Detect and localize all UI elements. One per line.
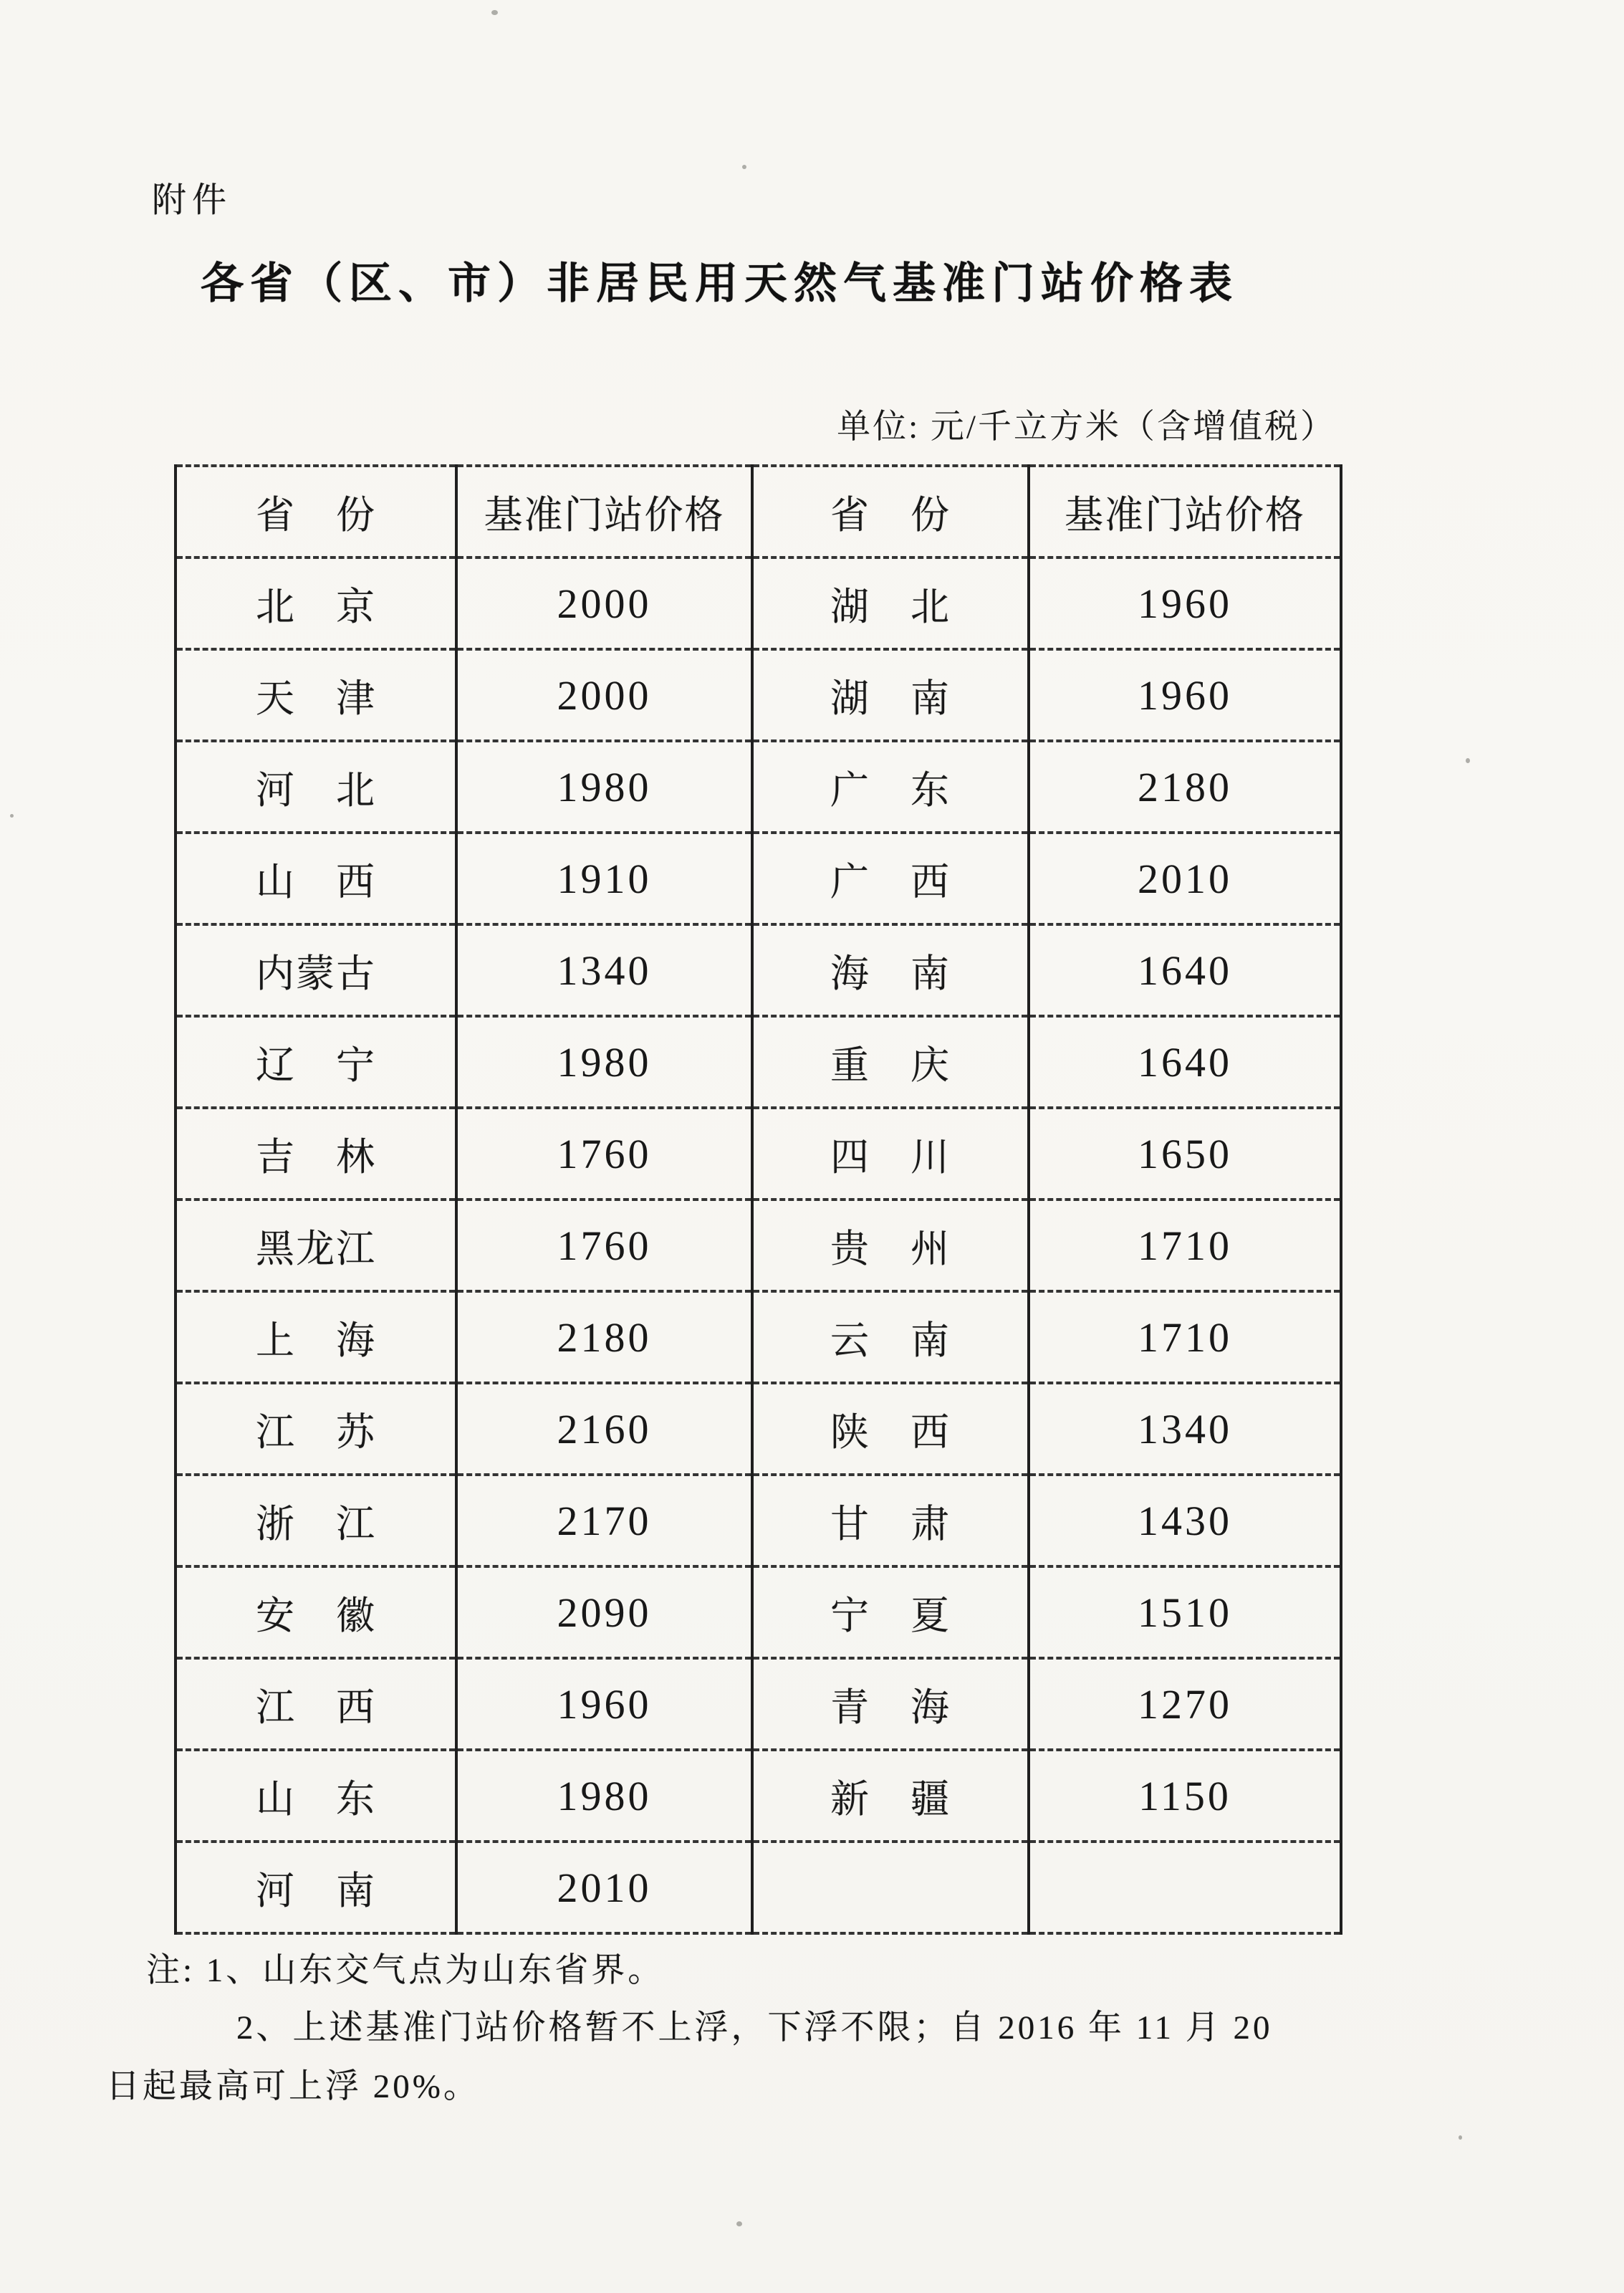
price-cell: 2180 <box>456 1291 752 1383</box>
price-cell: 1640 <box>1029 1016 1341 1108</box>
province-header-cell: 省 份 <box>176 466 456 557</box>
scan-speck <box>491 10 498 15</box>
attachment-label: 附件 <box>152 181 233 219</box>
price-header-cell: 基准门站价格 <box>456 466 752 557</box>
province-cell: 安 徽 <box>176 1566 456 1658</box>
province-cell: 天 津 <box>176 649 456 741</box>
table-row <box>176 1658 1341 1750</box>
table-row <box>176 833 1341 924</box>
province-cell: 浙 江 <box>176 1475 456 1566</box>
province-cell: 陕 西 <box>752 1383 1029 1475</box>
price-cell: 1910 <box>456 833 752 924</box>
table-row <box>176 1566 1341 1658</box>
scan-speck <box>736 2221 742 2226</box>
scan-speck <box>742 165 746 169</box>
province-cell: 湖 南 <box>752 649 1029 741</box>
price-cell: 1340 <box>1029 1383 1341 1475</box>
price-cell: 1710 <box>1029 1200 1341 1291</box>
footnote-line-1: 注: 1、山东交气点为山东省界。 <box>146 1952 665 1989</box>
province-cell: 辽 宁 <box>176 1016 456 1108</box>
province-cell: 广 东 <box>752 741 1029 833</box>
table-row <box>176 1016 1341 1108</box>
province-cell: 广 西 <box>752 833 1029 924</box>
province-cell: 甘 肃 <box>752 1475 1029 1566</box>
gas-price-table <box>174 464 1342 1935</box>
province-cell: 河 南 <box>176 1842 456 1933</box>
table-row <box>176 1383 1341 1475</box>
table-row <box>176 1108 1341 1200</box>
scan-speck <box>1459 2135 1462 2140</box>
scan-speck <box>1466 758 1470 763</box>
table-row <box>176 557 1341 649</box>
table-row <box>176 1200 1341 1291</box>
price-header-cell: 基准门站价格 <box>1029 466 1341 557</box>
province-cell: 内蒙古 <box>176 924 456 1016</box>
province-cell: 宁 夏 <box>752 1566 1029 1658</box>
province-cell: 上 海 <box>176 1291 456 1383</box>
price-cell: 2000 <box>456 557 752 649</box>
price-cell: 1960 <box>456 1658 752 1750</box>
price-cell: 1510 <box>1029 1566 1341 1658</box>
province-cell: 湖 北 <box>752 557 1029 649</box>
table-row <box>176 741 1341 833</box>
province-cell: 江 西 <box>176 1658 456 1750</box>
price-cell: 2090 <box>456 1566 752 1658</box>
price-cell: 1650 <box>1029 1108 1341 1200</box>
table-row <box>176 924 1341 1016</box>
province-cell: 新 疆 <box>752 1750 1029 1842</box>
price-cell: 1430 <box>1029 1475 1341 1566</box>
price-cell: 1980 <box>456 1750 752 1842</box>
price-cell: 1960 <box>1029 557 1341 649</box>
table-header-row <box>176 466 1341 557</box>
price-cell: 1980 <box>456 741 752 833</box>
scan-speck <box>10 814 14 818</box>
footnote-line-2: 2、上述基准门站价格暂不上浮，下浮不限；自 2016 年 11 月 20 <box>236 2009 1273 2047</box>
price-cell: 2160 <box>456 1383 752 1475</box>
table-row <box>176 1750 1341 1842</box>
price-cell: 1640 <box>1029 924 1341 1016</box>
province-cell: 吉 林 <box>176 1108 456 1200</box>
price-cell <box>1029 1842 1341 1933</box>
price-cell: 2000 <box>456 649 752 741</box>
province-cell: 贵 州 <box>752 1200 1029 1291</box>
table-row <box>176 1475 1341 1566</box>
province-cell: 河 北 <box>176 741 456 833</box>
province-cell: 四 川 <box>752 1108 1029 1200</box>
footnote-line-3: 日起最高可上浮 20%。 <box>106 2068 480 2105</box>
table-row <box>176 649 1341 741</box>
province-cell: 重 庆 <box>752 1016 1029 1108</box>
price-cell: 1980 <box>456 1016 752 1108</box>
price-cell: 2010 <box>1029 833 1341 924</box>
province-header-cell: 省 份 <box>752 466 1029 557</box>
province-cell: 云 南 <box>752 1291 1029 1383</box>
price-cell: 2010 <box>456 1842 752 1933</box>
province-cell <box>752 1842 1029 1933</box>
table-row <box>176 1291 1341 1383</box>
price-cell: 2170 <box>456 1475 752 1566</box>
province-cell: 黑龙江 <box>176 1200 456 1291</box>
province-cell: 山 西 <box>176 833 456 924</box>
price-cell: 1270 <box>1029 1658 1341 1750</box>
price-cell: 1960 <box>1029 649 1341 741</box>
price-cell: 1340 <box>456 924 752 1016</box>
province-cell: 海 南 <box>752 924 1029 1016</box>
price-cell: 1710 <box>1029 1291 1341 1383</box>
province-cell: 江 苏 <box>176 1383 456 1475</box>
price-cell: 1760 <box>456 1108 752 1200</box>
unit-note: 单位: 元/千立方米（含增值税） <box>837 408 1336 446</box>
price-cell: 1760 <box>456 1200 752 1291</box>
price-cell: 2180 <box>1029 741 1341 833</box>
province-cell: 北 京 <box>176 557 456 649</box>
price-cell: 1150 <box>1029 1750 1341 1842</box>
province-cell: 山 东 <box>176 1750 456 1842</box>
province-cell: 青 海 <box>752 1658 1029 1750</box>
table-row <box>176 1842 1341 1933</box>
page-title: 各省（区、市）非居民用天然气基准门站价格表 <box>201 260 1239 307</box>
